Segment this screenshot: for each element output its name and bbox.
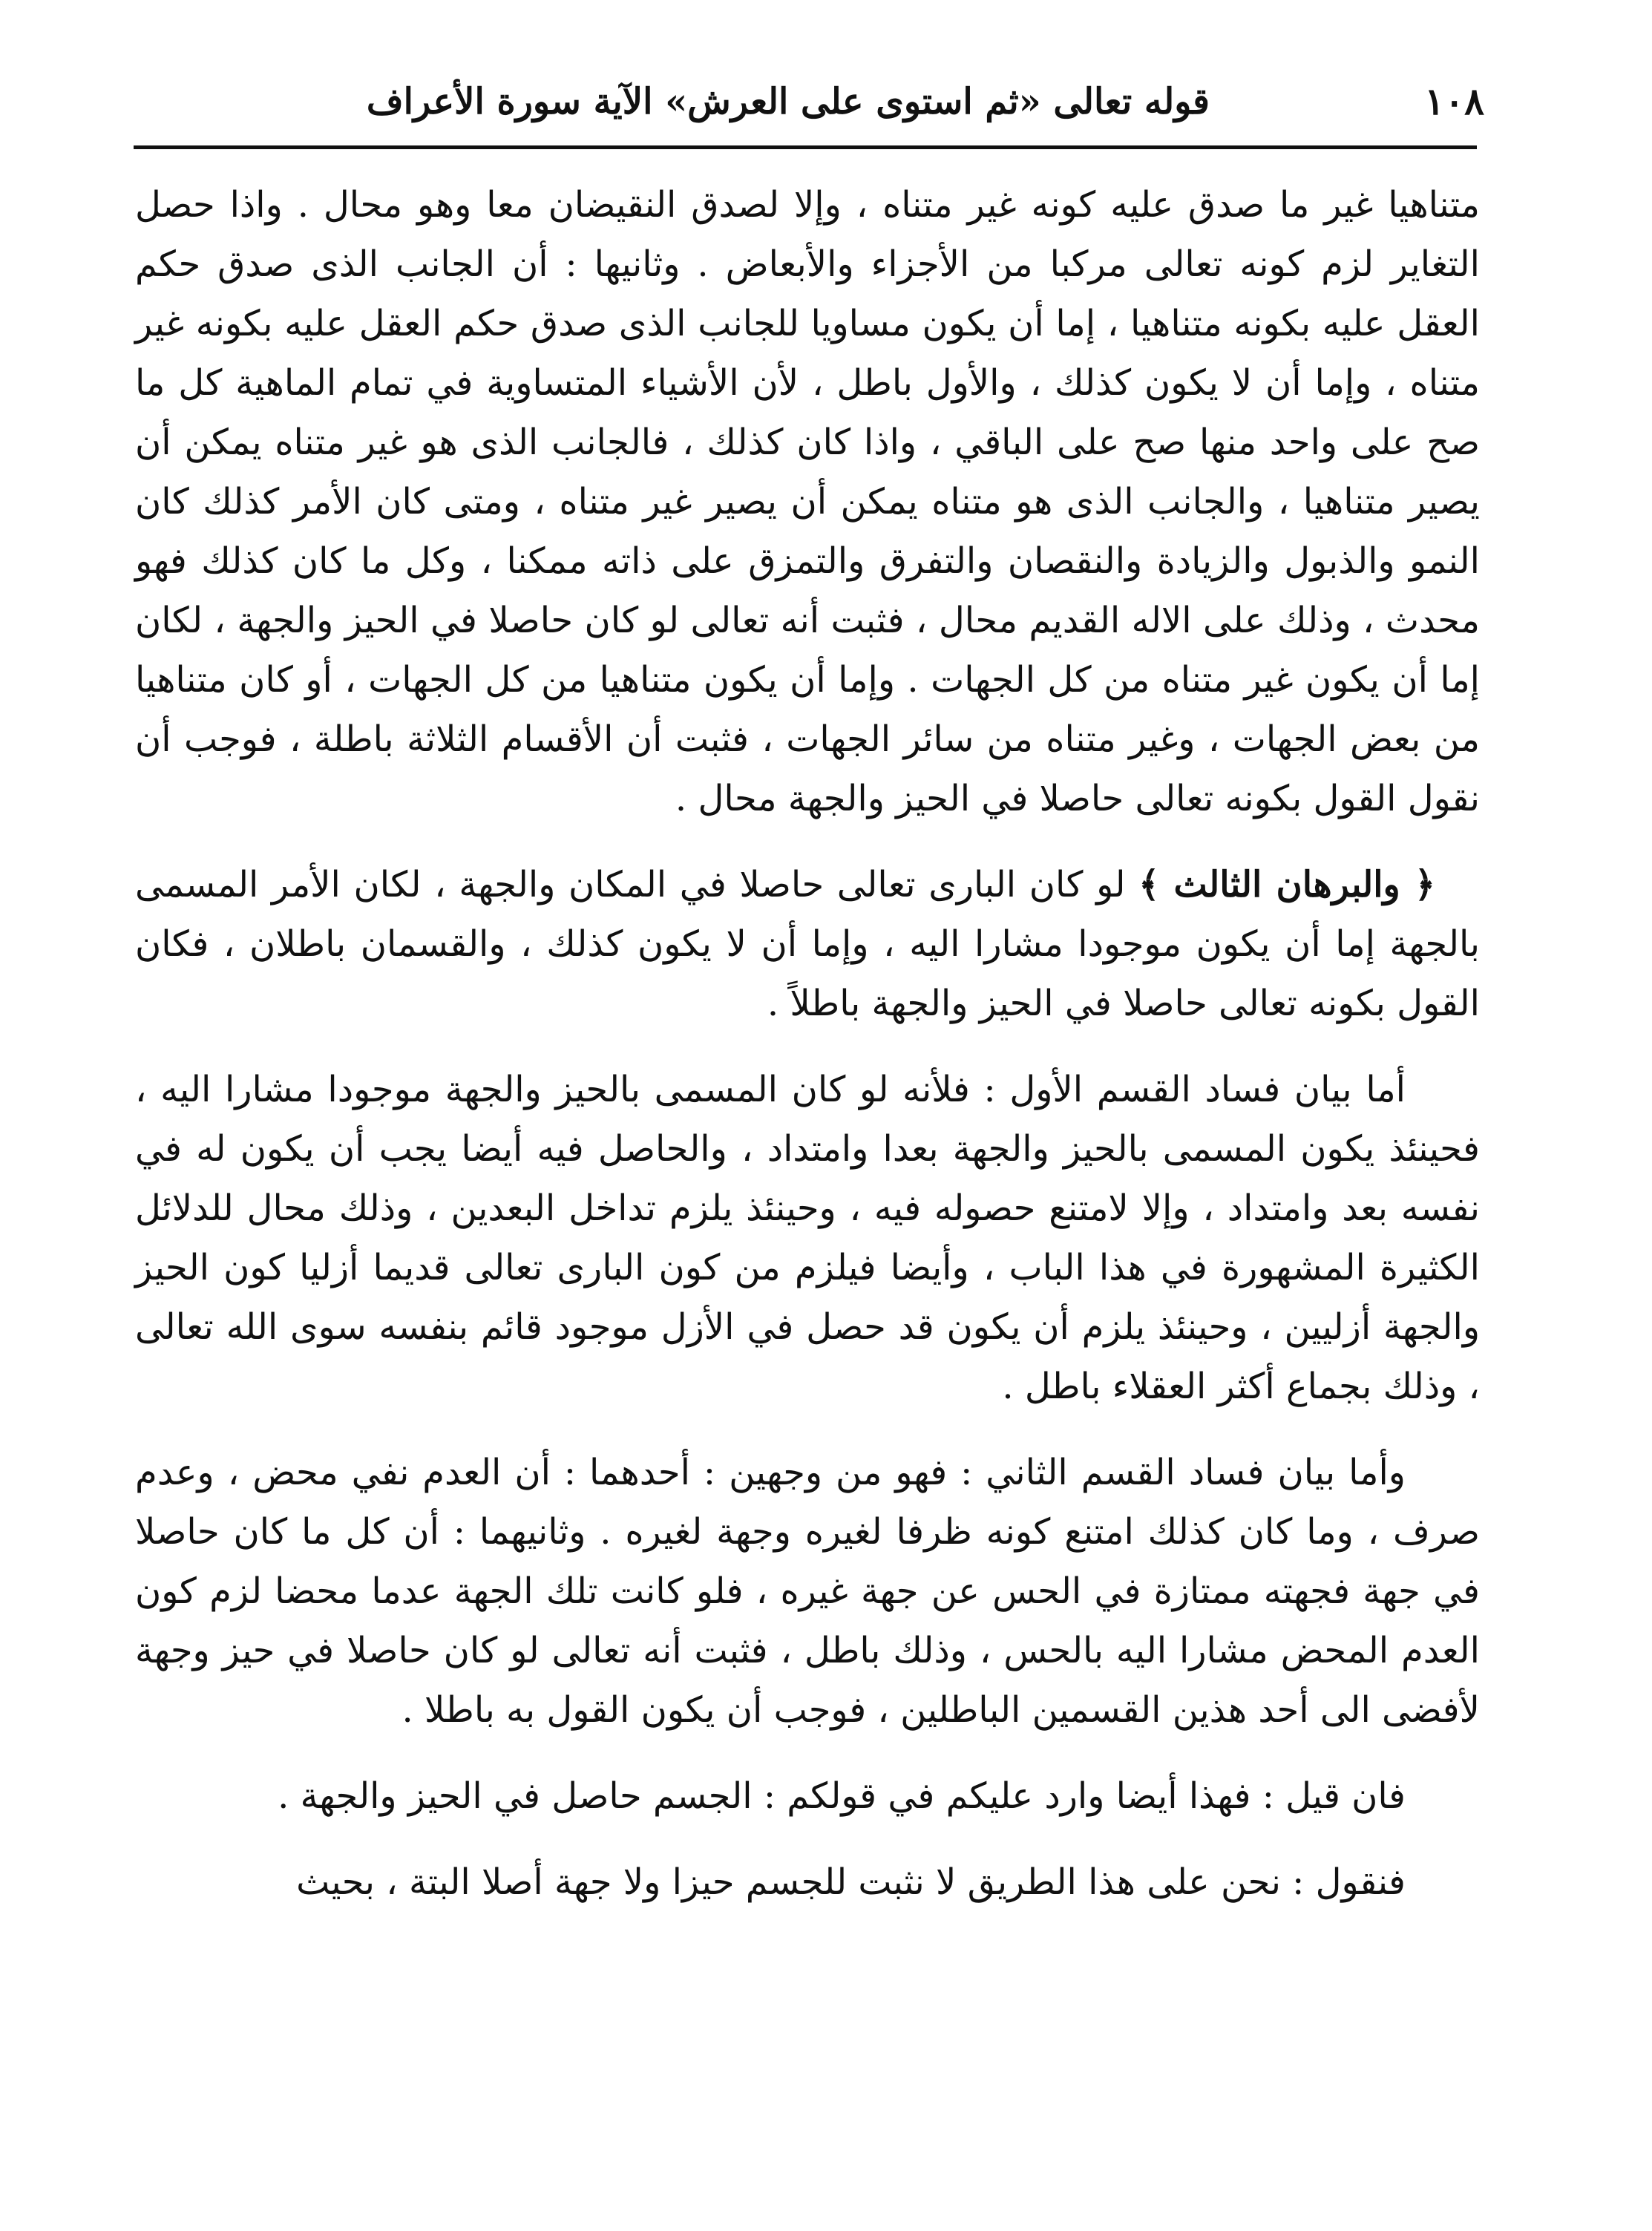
paragraph-1: متناهيا غير ما صدق عليه كونه غير متناه ، وإلا لصدق النقيضان معا وهو محال . واذا حصل التغاير لزم كونه تعالى مركبا من الأجزاء والأبعاض . وثانيها : أن الجانب الذى صدق حكم العقل عليه بكونه متناهيا ، إما أن يكون مساويا للجانب الذى صدق حكم العقل عليه بكونه غير متناه ، وإما أن لا يكون كذلك ، والأول باطل ، لأن الأشياء المتساوية في تمام الماهية كل ما صح على واحد منها صح على الباقي ، واذا كان كذلك ، فالجانب الذى هو غير متناه يمكن أن يصير متناهيا ، والجانب الذى هو متناه يمكن أن يصير غير متناه ، ومتى كان الأمر كذلك كان النمو والذبول والزيادة والنقصان والتفرق والتمزق على ذاته ممكنا ، وكل ما كان كذلك فهو محدث ، وذلك على الاله القديم محال ، فثبت أنه تعالى لو كان حاصلا في الحيز والجهة ، لكان إما أن يكون غير متناه من كل الجهات . وإما أن يكون متناهيا من كل الجهات ، أو كان متناهيا من بعض الجهات ، وغير متناه من سائر الجهات ، فثبت أن الأقسام الثلاثة باطلة ، فوجب أن نقول القول بكونه تعالى حاصلا في الحيز والجهة محال . xyxy=(135,184,1481,819)
body-text xyxy=(135,175,1480,1912)
paragraph-2-text: لو كان البارى تعالى حاصلا في المكان والجهة ، لكان الأمر المسمى بالجهة إما أن يكون موجودا مشارا اليه ، وإما أن لا يكون كذلك ، والقسمان باطلان ، فكان القول بكونه تعالى حاصلا في الحيز والجهة باطلاً . xyxy=(135,864,1480,1024)
paragraph-2 xyxy=(135,855,1480,1033)
running-title: قوله تعالى «ثم استوى على العرش» الآية سورة الأعراف xyxy=(366,81,1210,122)
section-heading-third-proof: ﴿ والبرهان الثالث ﴾ xyxy=(1138,864,1435,905)
paragraph-6: فنقول : نحن على هذا الطريق لا نثبت للجسم حيزا ولا جهة أصلا البتة ، بحيث xyxy=(296,1861,1406,1903)
paragraph-5: فان قيل : فهذا أيضا وارد عليكم في قولكم : الجسم حاصل في الحيز والجهة . xyxy=(278,1775,1406,1817)
header-rule xyxy=(134,145,1477,149)
running-header xyxy=(134,68,1484,135)
page-number: ١٠٨ xyxy=(1424,79,1484,123)
paragraph-4: وأما بيان فساد القسم الثاني : فهو من وجهين : أحدهما : أن العدم نفي محض ، وعدم صرف ، وما كان كذلك امتنع كونه ظرفا لغيره وجهة لغيره . وثانيهما : أن كل ما كان حاصلا في جهة فجهته ممتازة في الحس عن جهة غيره ، فلو كانت تلك الجهة عدما محضا لزم كون العدم المحض مشارا اليه بالحس ، وذلك باطل ، فثبت أنه تعالى لو كان حاصلا في حيز وجهة لأفضى الى أحد هذين القسمين الباطلين ، فوجب أن يكون القول به باطلا . xyxy=(135,1452,1480,1731)
paragraph-3: أما بيان فساد القسم الأول : فلأنه لو كان المسمى بالحيز والجهة موجودا مشارا اليه ، فحينئذ يكون المسمى بالحيز والجهة بعدا وامتداد ، والحاصل فيه أيضا يجب أن يكون له في نفسه بعد وامتداد ، وإلا لامتنع حصوله فيه ، وحينئذ يلزم تداخل البعدين ، وذلك محال للدلائل الكثيرة المشهورة في هذا الباب ، وأيضا فيلزم من كون البارى تعالى قديما أزليا كون الحيز والجهة أزليين ، وحينئذ يلزم أن يكون قد حصل في الأزل موجود قائم بنفسه سوى الله تعالى ، وذلك بجماع أكثر العقلاء باطل . xyxy=(135,1069,1481,1407)
